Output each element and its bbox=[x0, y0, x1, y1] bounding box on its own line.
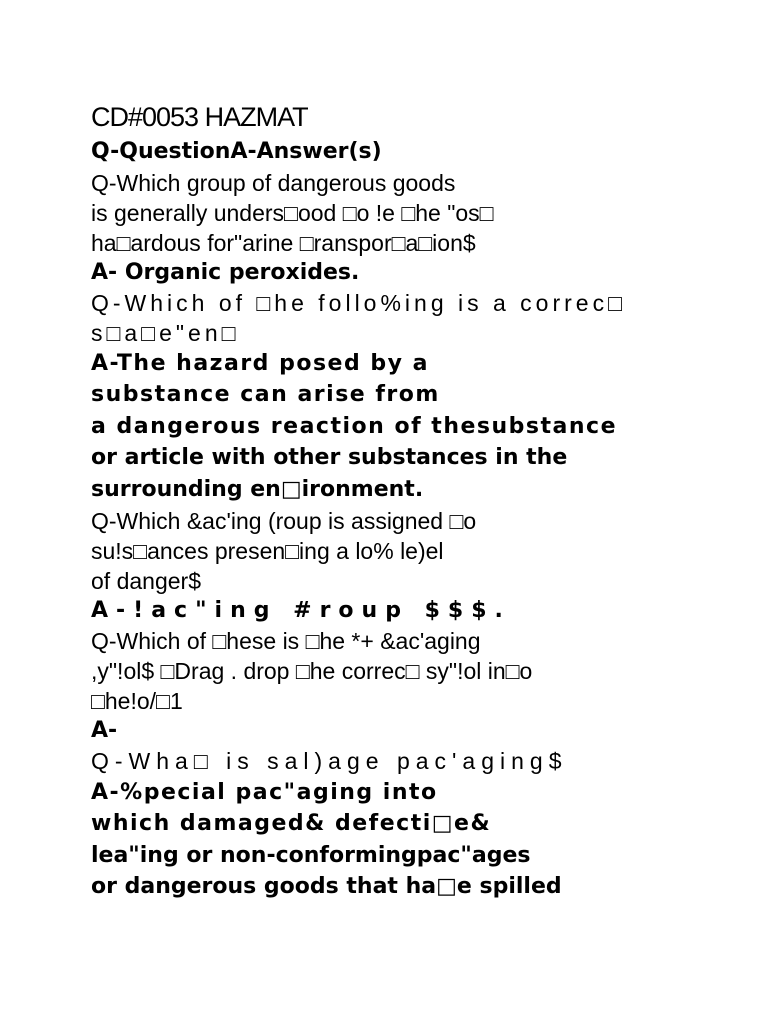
answer-line: which damaged& defecti□e& bbox=[91, 811, 492, 836]
question-line: su!s□ances presen□ing a lo% le)el bbox=[91, 538, 444, 564]
question-line: Q-Which group of dangerous goods bbox=[91, 170, 456, 196]
answer-line: or article with other substances in the bbox=[91, 445, 568, 470]
question-line: ,y"!ol$ □Drag . drop □he correc□ sy"!ol in□o bbox=[91, 658, 533, 684]
question-line: Q-Wha□ is sal)age pac'aging$ bbox=[91, 748, 568, 774]
answer-line: A-%pecial pac"aging into bbox=[91, 780, 438, 805]
question-line: Q-Which &ac'ing (roup is assigned □o bbox=[91, 508, 477, 534]
answer-line: or dangerous goods that ha□e spilled bbox=[91, 874, 562, 899]
answer-line: A-The hazard posed by a bbox=[91, 351, 429, 376]
answer-line: lea"ing or non-conformingpac"ages bbox=[91, 843, 531, 868]
answer-line: A-!ac"ing #roup $$$. bbox=[91, 598, 511, 623]
question-line: s□a□e"en□ bbox=[91, 320, 240, 346]
section-header: Q-QuestionA-Answer(s) bbox=[91, 139, 382, 164]
answer-line: A- bbox=[91, 718, 118, 743]
question-line: Q-Which of □hese is □he *+ &ac'aging bbox=[91, 628, 481, 654]
question-line: of danger$ bbox=[91, 568, 201, 594]
answer-line: A- Organic peroxides. bbox=[91, 260, 360, 285]
answer-line: substance can arise from bbox=[91, 382, 440, 407]
question-line: Q-Which of □he follo%ing is a correc□ bbox=[91, 290, 626, 316]
question-line: is generally unders□ood □o !e □he "os□ bbox=[91, 200, 494, 226]
question-line: □he!o/□1 bbox=[91, 688, 183, 714]
answer-line: a dangerous reaction of thesubstance bbox=[91, 414, 617, 439]
answer-line: surrounding en□ironment. bbox=[91, 477, 424, 502]
document-title: CD#0053 HAZMAT bbox=[91, 102, 308, 132]
question-line: ha□ardous for"arine □ranspor□a□ion$ bbox=[91, 230, 476, 256]
